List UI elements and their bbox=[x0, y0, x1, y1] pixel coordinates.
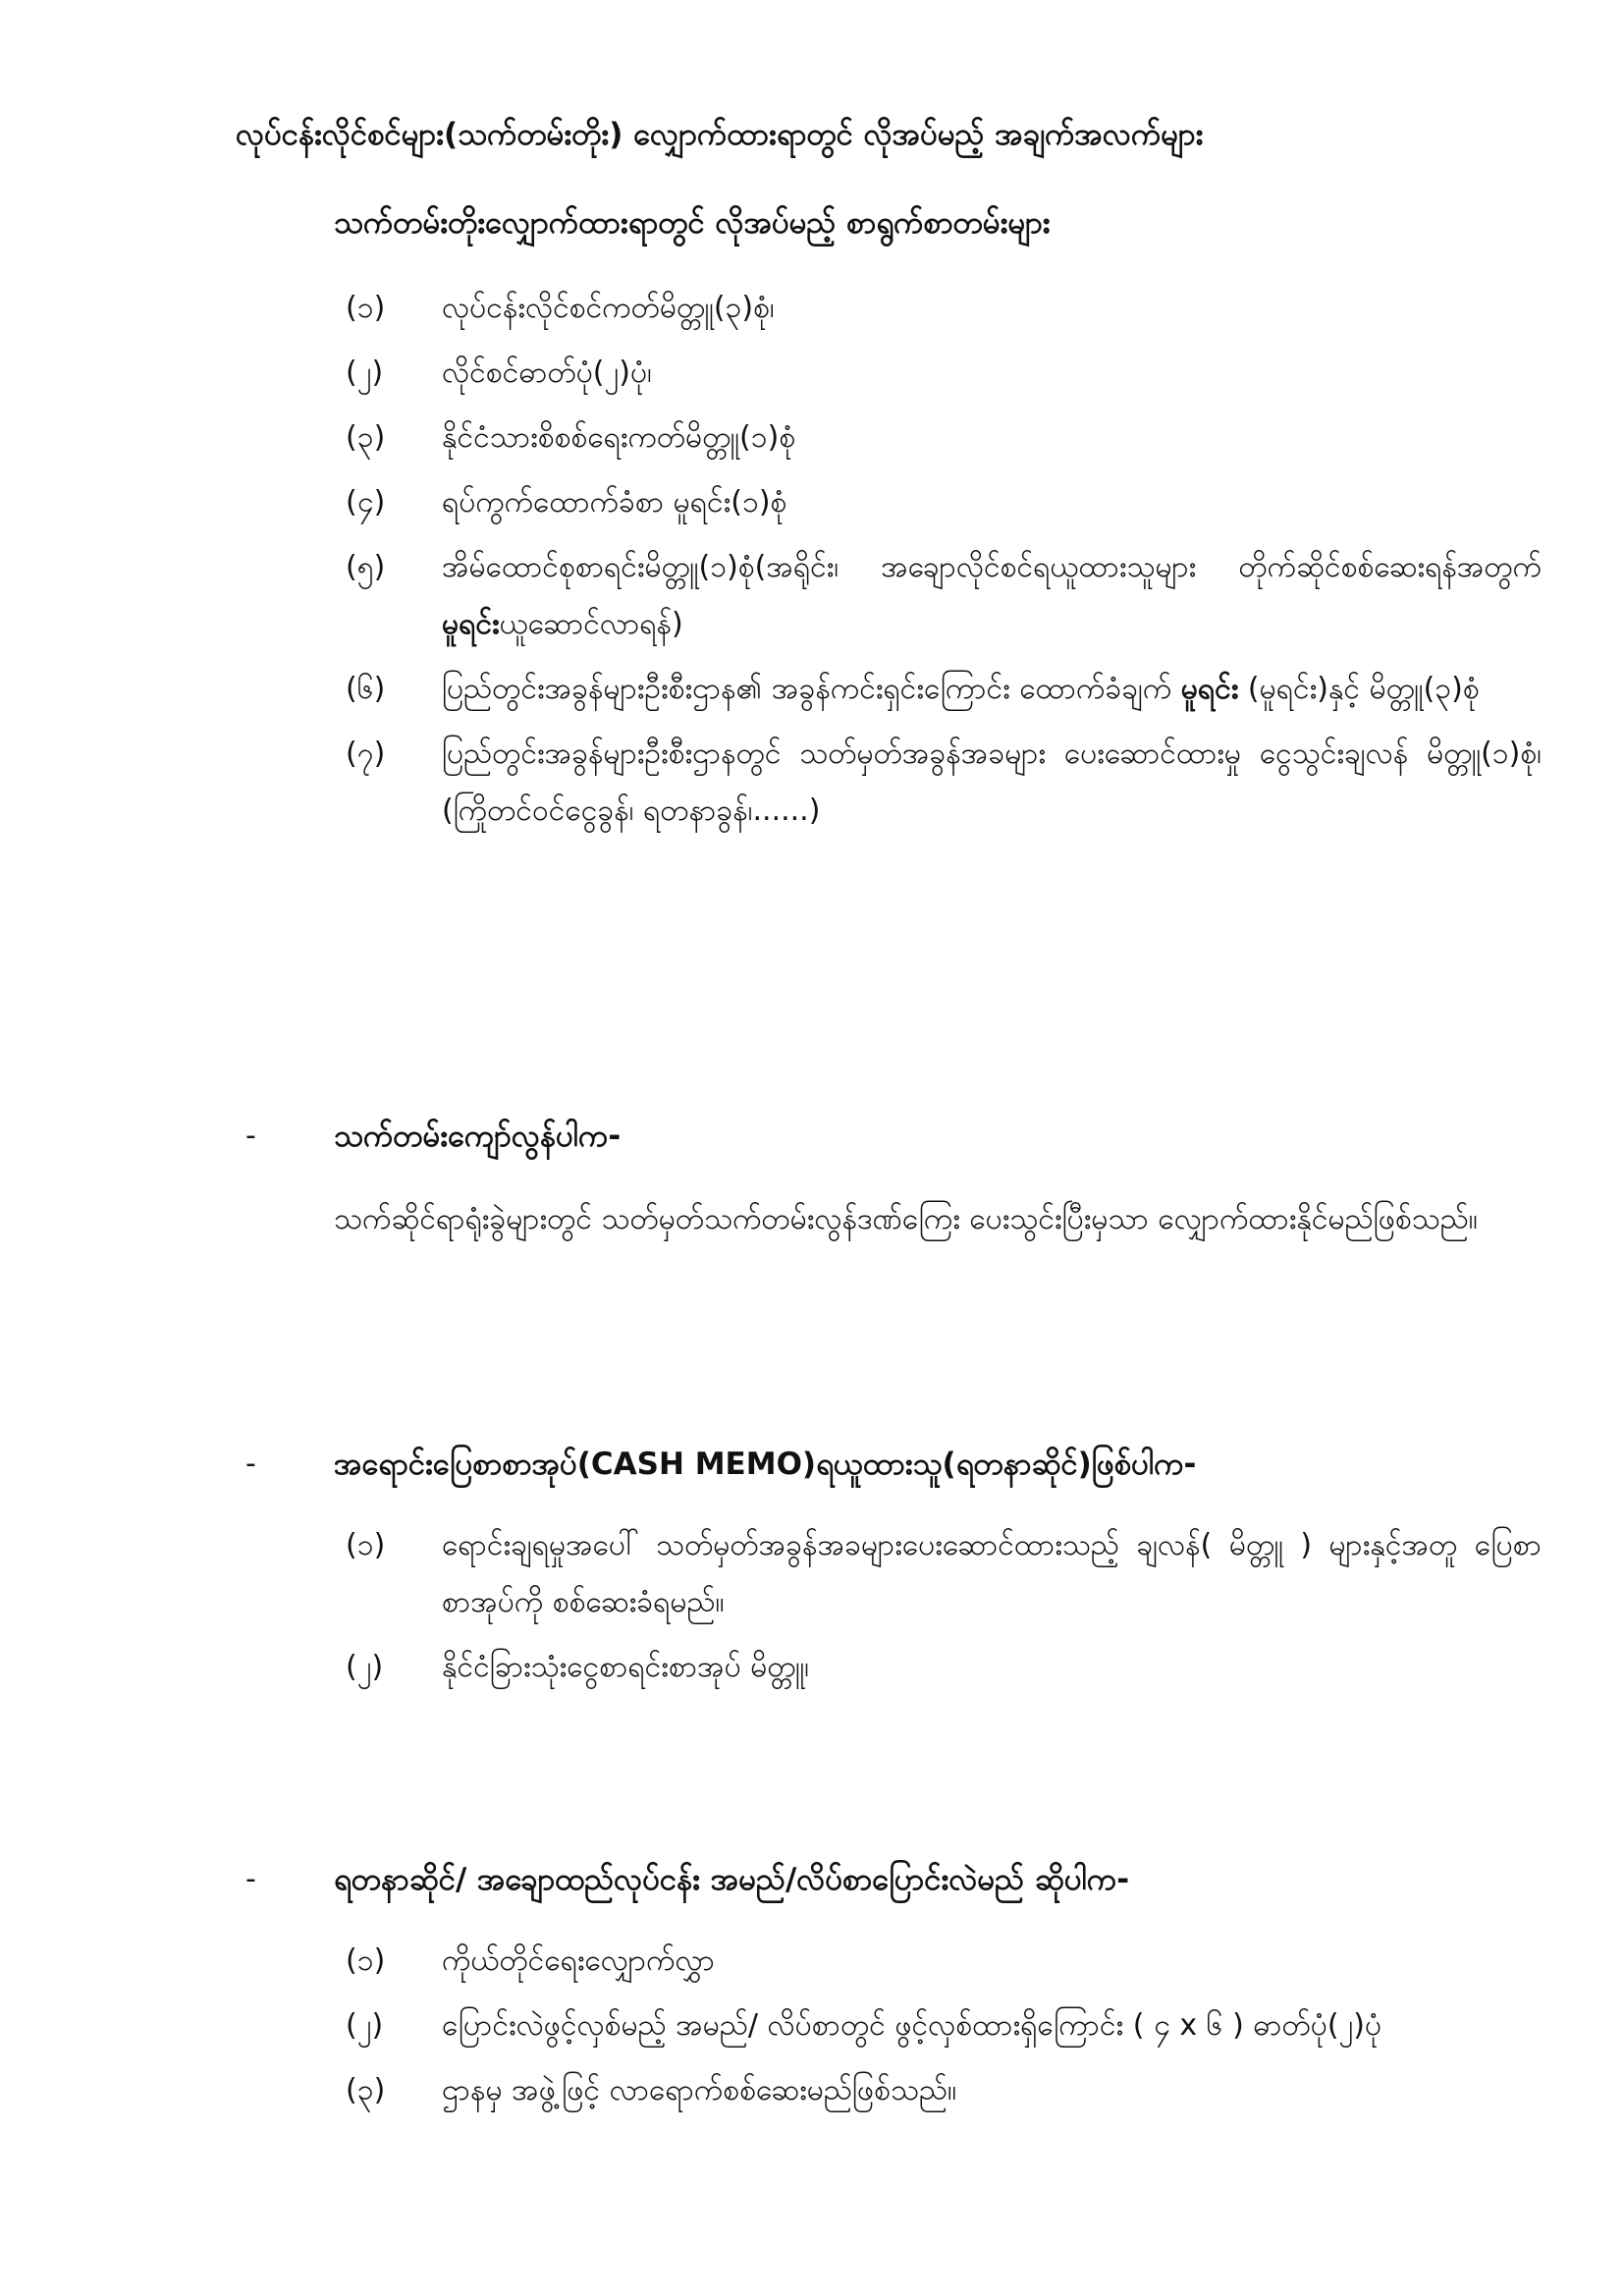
list-item bbox=[334, 410, 1542, 466]
item-number: (၅) bbox=[346, 550, 386, 584]
documents-subtitle: သက်တမ်းတိုးလျှောက်ထားရာတွင် လိုအပ်မည့် စာရွက်စာတမ်းများ bbox=[334, 205, 1051, 241]
cash-memo-heading: အရောင်းပြေစာစာအုပ်(CASH MEMO)ရယူထားသူ(ရတနာဆိုင်)ဖြစ်ပါက- bbox=[334, 1447, 1197, 1482]
list-item bbox=[334, 1639, 1542, 1696]
item-text: ပြောင်းလဲဖွင့်လှစ်မည့် အမည်/ လိပ်စာတွင် ဖွင့်လှစ်ထားရှိကြောင်း ( ၄ x ၆ ) ဓာတ်ပုံ(၂)ပုံ bbox=[442, 2008, 1382, 2043]
item-text: ဌာနမှ အဖွဲ့ဖြင့် လာရောက်စစ်ဆေးမည်ဖြစ်သည်။ bbox=[442, 2073, 957, 2107]
list-item bbox=[334, 1997, 1542, 2054]
name-change-list bbox=[334, 1933, 1542, 2127]
expired-text: သက်ဆိုင်ရာရုံးခွဲများတွင် သတ်မှတ်သက်တမ်းလွန်ဒဏ်ကြေး ပေးသွင်းပြီးမှသာ လျှောက်ထားနိုင်မည်ဖြစ်သည်။ bbox=[334, 1202, 1478, 1236]
item-text: ရပ်ကွက်ထောက်ခံစာ မူရင်း(၁)စုံ bbox=[442, 485, 787, 519]
list-item bbox=[334, 726, 1542, 840]
required-documents-list bbox=[334, 280, 1542, 847]
cash-memo-list bbox=[334, 1517, 1542, 1704]
item-text: ရောင်းချရမှုအပေါ် သတ်မှတ်အခွန်အခများပေးဆောင်ထားသည့် ချလန်( မိတ္တူ ) များနှင့်အတူ ပြေစာစာအုပ်ကို စစ်ဆေးခံရမည်။ bbox=[442, 1528, 1542, 1619]
item-text: နိုင်ငံသားစိစစ်ရေးကတ်မိတ္တူ(၁)စုံ bbox=[442, 420, 796, 455]
list-item bbox=[334, 474, 1542, 531]
bullet-dash: - bbox=[245, 1862, 256, 1896]
list-item bbox=[334, 661, 1542, 718]
item-text: နိုင်ငံခြားသုံးငွေစာရင်းစာအုပ် မိတ္တူ၊ bbox=[442, 1650, 810, 1684]
item-number: (၁) bbox=[346, 291, 386, 325]
item-number: (၄) bbox=[346, 485, 386, 519]
item-text: လုပ်ငန်းလိုင်စင်ကတ်မိတ္တူ(၃)စုံ၊ bbox=[442, 291, 775, 325]
list-item bbox=[334, 280, 1542, 337]
item-text: ပြည်တွင်းအခွန်များဦးစီးဌာနတွင် သတ်မှတ်အခွန်အခများ ပေးဆောင်ထားမှု ငွေသွင်းချလန် မိတ္တူ(၁)စုံ၊ (ကြိုတင်ဝင်ငွေခွန်၊ ရတနာခွန်၊......) bbox=[442, 737, 1542, 828]
item-number: (၆) bbox=[346, 672, 386, 706]
bullet-dash: - bbox=[245, 1119, 256, 1153]
bullet-dash: - bbox=[245, 1447, 256, 1481]
item-number: (၂) bbox=[346, 1650, 384, 1684]
list-item bbox=[334, 539, 1542, 653]
list-item bbox=[334, 2062, 1542, 2119]
name-change-heading: ရတနာဆိုင်/ အချောထည်လုပ်ငန်း အမည်/လိပ်စာပြောင်းလဲမည် ဆိုပါက- bbox=[334, 1862, 1130, 1897]
list-item bbox=[334, 1933, 1542, 1990]
item-text: ကိုယ်တိုင်ရေးလျှောက်လွှာ bbox=[442, 1943, 715, 1978]
item-number: (၂) bbox=[346, 2008, 384, 2043]
item-number: (၃) bbox=[346, 420, 386, 455]
item-number: (၂) bbox=[346, 355, 384, 390]
item-text bbox=[442, 539, 1542, 653]
item-text-bold: မူရင်း bbox=[1180, 672, 1239, 706]
item-text-part: ပြည်တွင်းအခွန်များဦးစီးဌာန၏ အခွန်ကင်းရှင်းကြောင်း ထောက်ခံချက် bbox=[442, 672, 1181, 706]
item-number: (၇) bbox=[346, 737, 386, 771]
item-number: (၁) bbox=[346, 1943, 386, 1978]
item-text-part: ယူဆောင်လာရန်) bbox=[499, 607, 683, 641]
item-text-bold: မူရင်း bbox=[442, 607, 500, 641]
item-text: လိုင်စင်ဓာတ်ပုံ(၂)ပုံ၊ bbox=[442, 355, 652, 390]
item-number: (၃) bbox=[346, 2073, 386, 2107]
item-text-part: (မူရင်း)နှင့် မိတ္တူ(၃)စုံ bbox=[1238, 672, 1480, 706]
item-text-part: အိမ်ထောင်စုစာရင်းမိတ္တူ(၁)စုံ(အရိုင်း၊ အချောလိုင်စင်ရယူထားသူများ တိုက်ဆိုင်စစ်ဆေးရန်အတွက် bbox=[442, 550, 1542, 584]
page-title: လုပ်ငန်းလိုင်စင်များ(သက်တမ်းတိုး) လျှောက်ထားရာတွင် လိုအပ်မည့် အချက်အလက်များ bbox=[236, 117, 1204, 152]
list-item bbox=[334, 345, 1542, 402]
expired-heading: သက်တမ်းကျော်လွန်ပါက- bbox=[334, 1119, 622, 1154]
item-number: (၁) bbox=[346, 1528, 386, 1562]
item-text bbox=[442, 661, 1542, 718]
list-item bbox=[334, 1517, 1542, 1631]
